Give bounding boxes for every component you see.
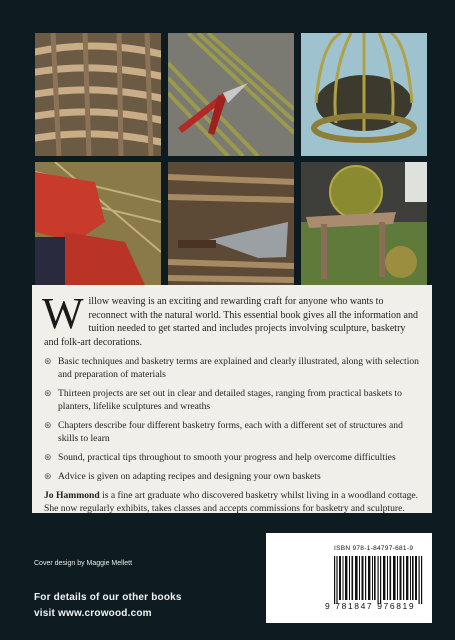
publisher-details bbox=[34, 590, 182, 622]
bullet-icon: ⊛ bbox=[44, 356, 52, 366]
feature-list bbox=[44, 355, 420, 483]
feature-item bbox=[44, 419, 420, 445]
cover-credit: Cover design by Maggie Mellett bbox=[34, 560, 133, 567]
author-name: Jo Hammond bbox=[44, 490, 100, 501]
blurb-panel bbox=[32, 285, 432, 513]
bullet-icon: ⊛ bbox=[44, 420, 52, 430]
woven-spheres-photo bbox=[301, 162, 427, 285]
intro-text: illow weaving is an exciting and rewarding craft for anyone who wants to reconnect with the natural world. This essential book gives all the information and tuition needed to get started and includes projects involving sculpture, basketry and folk-art decorations. bbox=[44, 296, 418, 348]
feature-text: Advice is given on adapting recipes and designing your own baskets bbox=[58, 471, 321, 482]
weave-closeup-photo bbox=[35, 33, 161, 156]
bullet-icon: ⊛ bbox=[44, 471, 52, 481]
feature-text: Sound, practical tips throughout to smooth your progress and help overcome difficulties bbox=[58, 452, 396, 463]
photo-grid bbox=[32, 30, 430, 286]
website-link[interactable]: visit www.crowood.com bbox=[34, 608, 152, 619]
other-books-line: For details of our other books bbox=[34, 592, 182, 603]
author-bio bbox=[44, 489, 420, 515]
feature-text: Basic techniques and basketry terms are explained and clearly illustrated, along with selection and preparation of materials bbox=[58, 356, 419, 380]
feature-item bbox=[44, 387, 420, 413]
author-bio-text: is a fine art graduate who discovered basketry whilst living in a woodland cottage. She now regularly exhibits, takes classes and accepts commissions for basketry and sculpture. bbox=[44, 490, 419, 514]
feature-text: Chapters describe four different basketry forms, each with a different set of structures and skills to learn bbox=[58, 420, 403, 444]
isbn-number: ISBN 978-1-84797-681-9 bbox=[334, 545, 414, 552]
bullet-icon: ⊛ bbox=[44, 452, 52, 462]
gloved-hands-photo bbox=[35, 162, 161, 285]
feature-item bbox=[44, 470, 420, 483]
feature-item bbox=[44, 451, 420, 464]
feature-text: Thirteen projects are set out in clear and detailed stages, ranging from practical baskets to planters, lifelike sculptures and wreaths bbox=[58, 388, 402, 412]
knife-on-willow-photo bbox=[168, 162, 294, 285]
bullet-icon: ⊛ bbox=[44, 388, 52, 398]
drop-cap: W bbox=[42, 289, 84, 338]
basket-frame-photo bbox=[301, 33, 427, 156]
intro-paragraph bbox=[42, 289, 420, 349]
feature-item bbox=[44, 355, 420, 381]
barcode-bars bbox=[334, 556, 424, 604]
ean-number: 9 781847 976819 bbox=[325, 601, 416, 611]
pruning-shears-photo bbox=[168, 33, 294, 156]
